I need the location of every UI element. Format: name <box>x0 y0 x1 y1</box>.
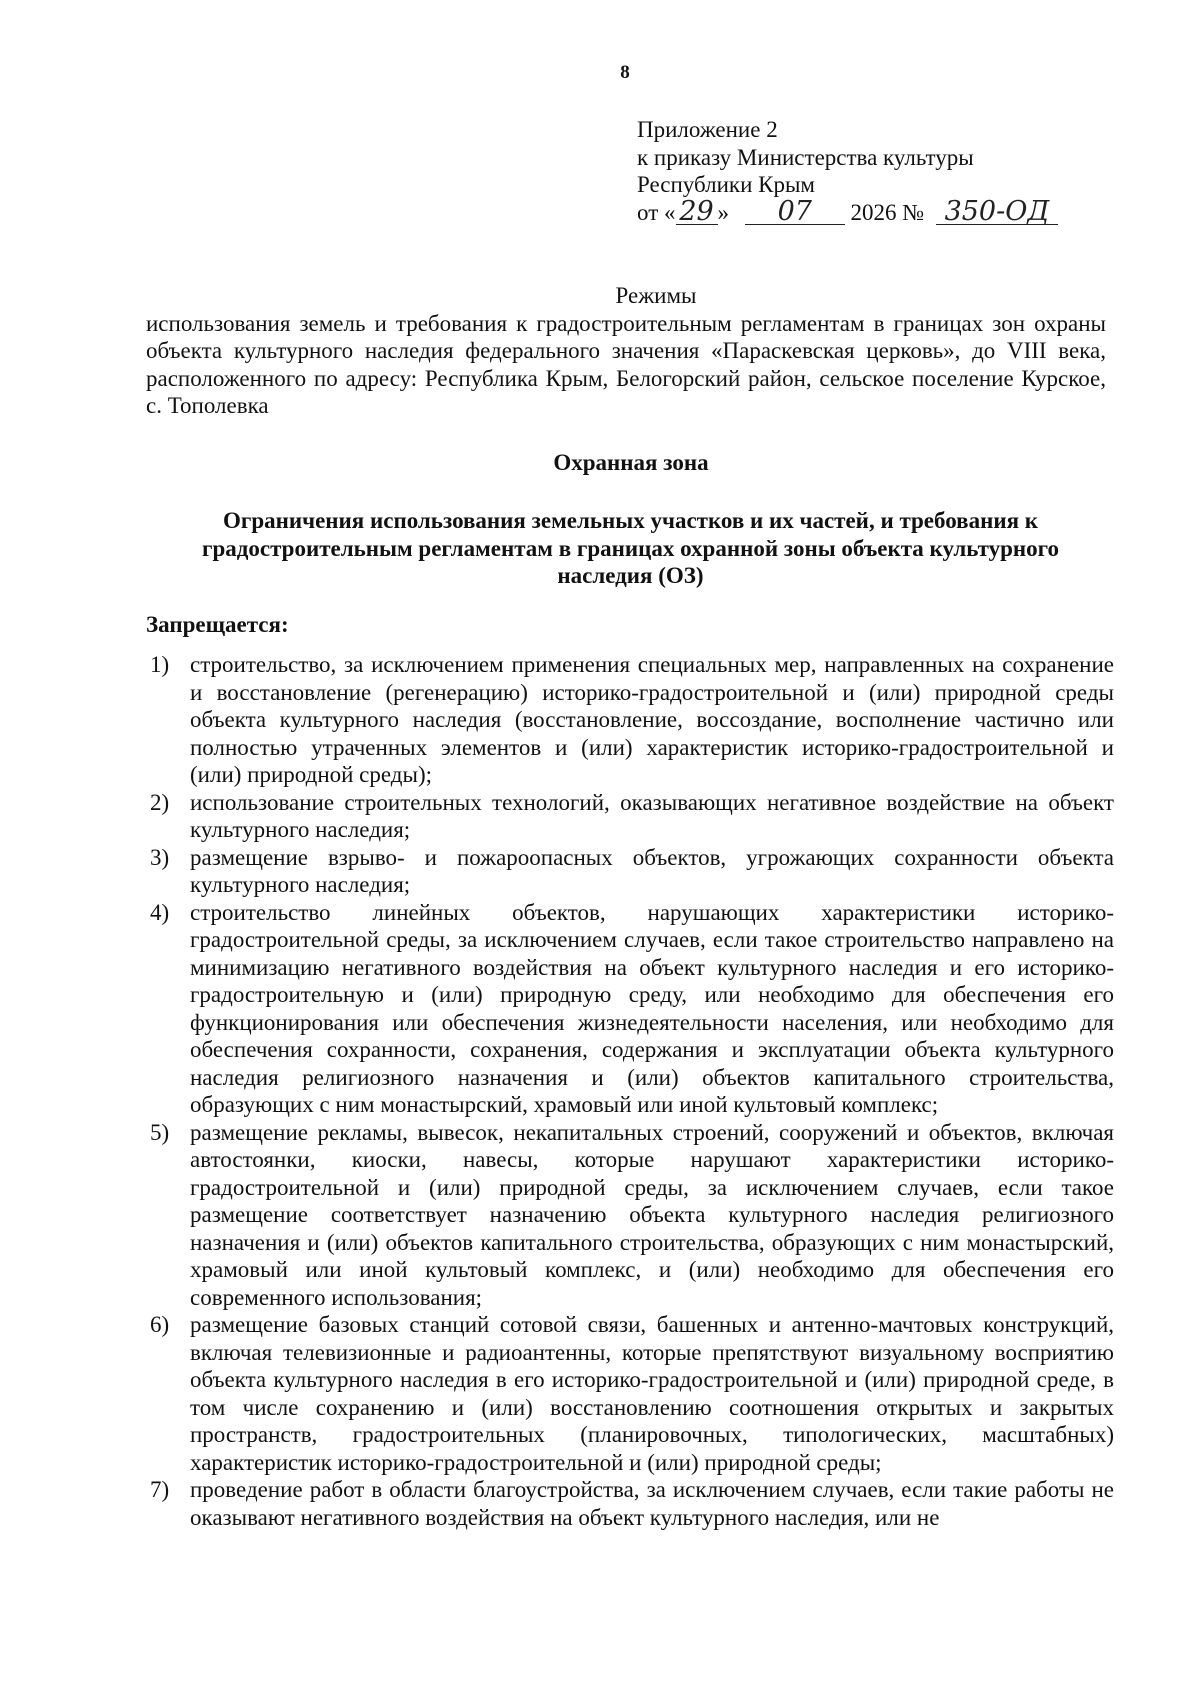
item-text: проведение работ в области благоустройства, за исключением случаев, если такие работы не оказывают негативного воздействия на объект культурного наследия, или не <box>190 1477 1114 1530</box>
item-number: 3) <box>150 844 170 870</box>
handwritten-month: 07 <box>745 200 845 225</box>
item-number: 7) <box>150 1477 170 1502</box>
item-number: 4) <box>150 899 170 925</box>
list-item <box>146 844 1114 899</box>
appendix-title: Приложение 2 <box>637 117 778 142</box>
list-item <box>146 899 1114 1119</box>
item-text: размещение взрыво- и пожароопасных объектов, угрожающих сохранности объекта культурного наследия; <box>190 844 1114 897</box>
appendix-republic-line: Республики Крым <box>637 172 815 197</box>
appendix-block <box>637 116 1058 226</box>
item-text: строительство, за исключением применения специальных мер, направленных на сохранение и восстановление (регенерацию) историко-градостроительной и (или) природной среды объекта культурного наследия (восстановление, воссоздание, восполнение частично или полностью утраченных элементов и (или) характеристик историко-градостроительной и (или) природной среды); <box>190 652 1114 787</box>
restrictions-heading: Ограничения использования земельных участков и их частей, и требования к градостроительным регламентам в границах охранной зоны объекта культурного наследия (ОЗ) <box>202 508 1059 588</box>
list-item <box>146 789 1114 844</box>
list-item <box>146 1119 1114 1312</box>
document-caption: Режимы <box>615 283 697 308</box>
item-number: 1) <box>150 652 170 677</box>
list-item <box>146 1311 1114 1476</box>
prohibited-label: Запрещается: <box>146 612 289 637</box>
list-item <box>146 651 1114 789</box>
appendix-date-line <box>637 195 1058 227</box>
item-number: 2) <box>150 789 170 815</box>
document-description: использования земель и требования к градостроительным регламентам в границах зон охраны объекта культурного наследия федерального значения «Параскевская церковь», до VIII века, расположенного по адресу: Республика Крым, Белогорский район, сельское поселение Курское, с. Тополевка <box>146 310 1106 418</box>
item-text: строительство линейных объектов, нарушающих характеристики историко-градостроительной среды, за исключением случаев, если такое строительство направлено на минимизацию негативного воздействия на объект культурного наследия и его историко-градостроительную и (или) природную среду, или необходимо для обеспечения его функционирования или обеспечения жизнедеятельности населения, или необходимо для обеспечения сохранности, сохранения, содержания и эксплуатации объекта культурного наследия религиозного назначения и (или) объектов капитального строительства, образующих с ним монастырский, храмовый или иной культовый комплекс; <box>190 899 1114 1117</box>
date-prefix: от « <box>637 199 676 225</box>
handwritten-day: 29 <box>676 200 718 225</box>
prohibited-items-list <box>146 651 1114 1531</box>
item-number: 6) <box>150 1312 170 1337</box>
item-text: использование строительных технологий, оказывающих негативное воздействие на объект культурного наследия; <box>190 789 1114 842</box>
year-and-number-label: 2026 № <box>850 199 925 225</box>
handwritten-order-number: 350-ОД <box>936 200 1058 225</box>
item-number: 5) <box>150 1119 170 1145</box>
zone-heading: Охранная зона <box>553 450 709 475</box>
date-mid: » <box>717 199 729 225</box>
document-title-block <box>146 282 1106 420</box>
page-number: 8 <box>620 62 630 83</box>
item-text: размещение базовых станций сотовой связи, башенных и антенно-мачтовых конструкций, включая телевизионные и радиоантенны, которые препятствуют визуальному восприятию объекта культурного наследия в его историко-градостроительной и (или) природной среде, в том числе сохранению и (или) восстановлению соотношения открытых и закрытых пространств, градостроительных (планировочных, типологических, масштабных) характеристик историко-градостроительной и (или) природной среды; <box>190 1312 1114 1475</box>
item-text: размещение рекламы, вывесок, некапитальных строений, сооружений и объектов, включая автостоянки, киоски, навесы, которые нарушают характеристики историко-градостроительной и (или) природной среды, за исключением случаев, если такое размещение соответствует назначению объекта культурного наследия религиозного назначения и (или) объектов капитального строительства, образующих с ним монастырский, храмовый или иной культовый комплекс, и (или) необходимо для обеспечения его современного использования; <box>190 1119 1114 1310</box>
appendix-order-line: к приказу Министерства культуры <box>637 144 974 170</box>
list-item <box>146 1476 1114 1531</box>
